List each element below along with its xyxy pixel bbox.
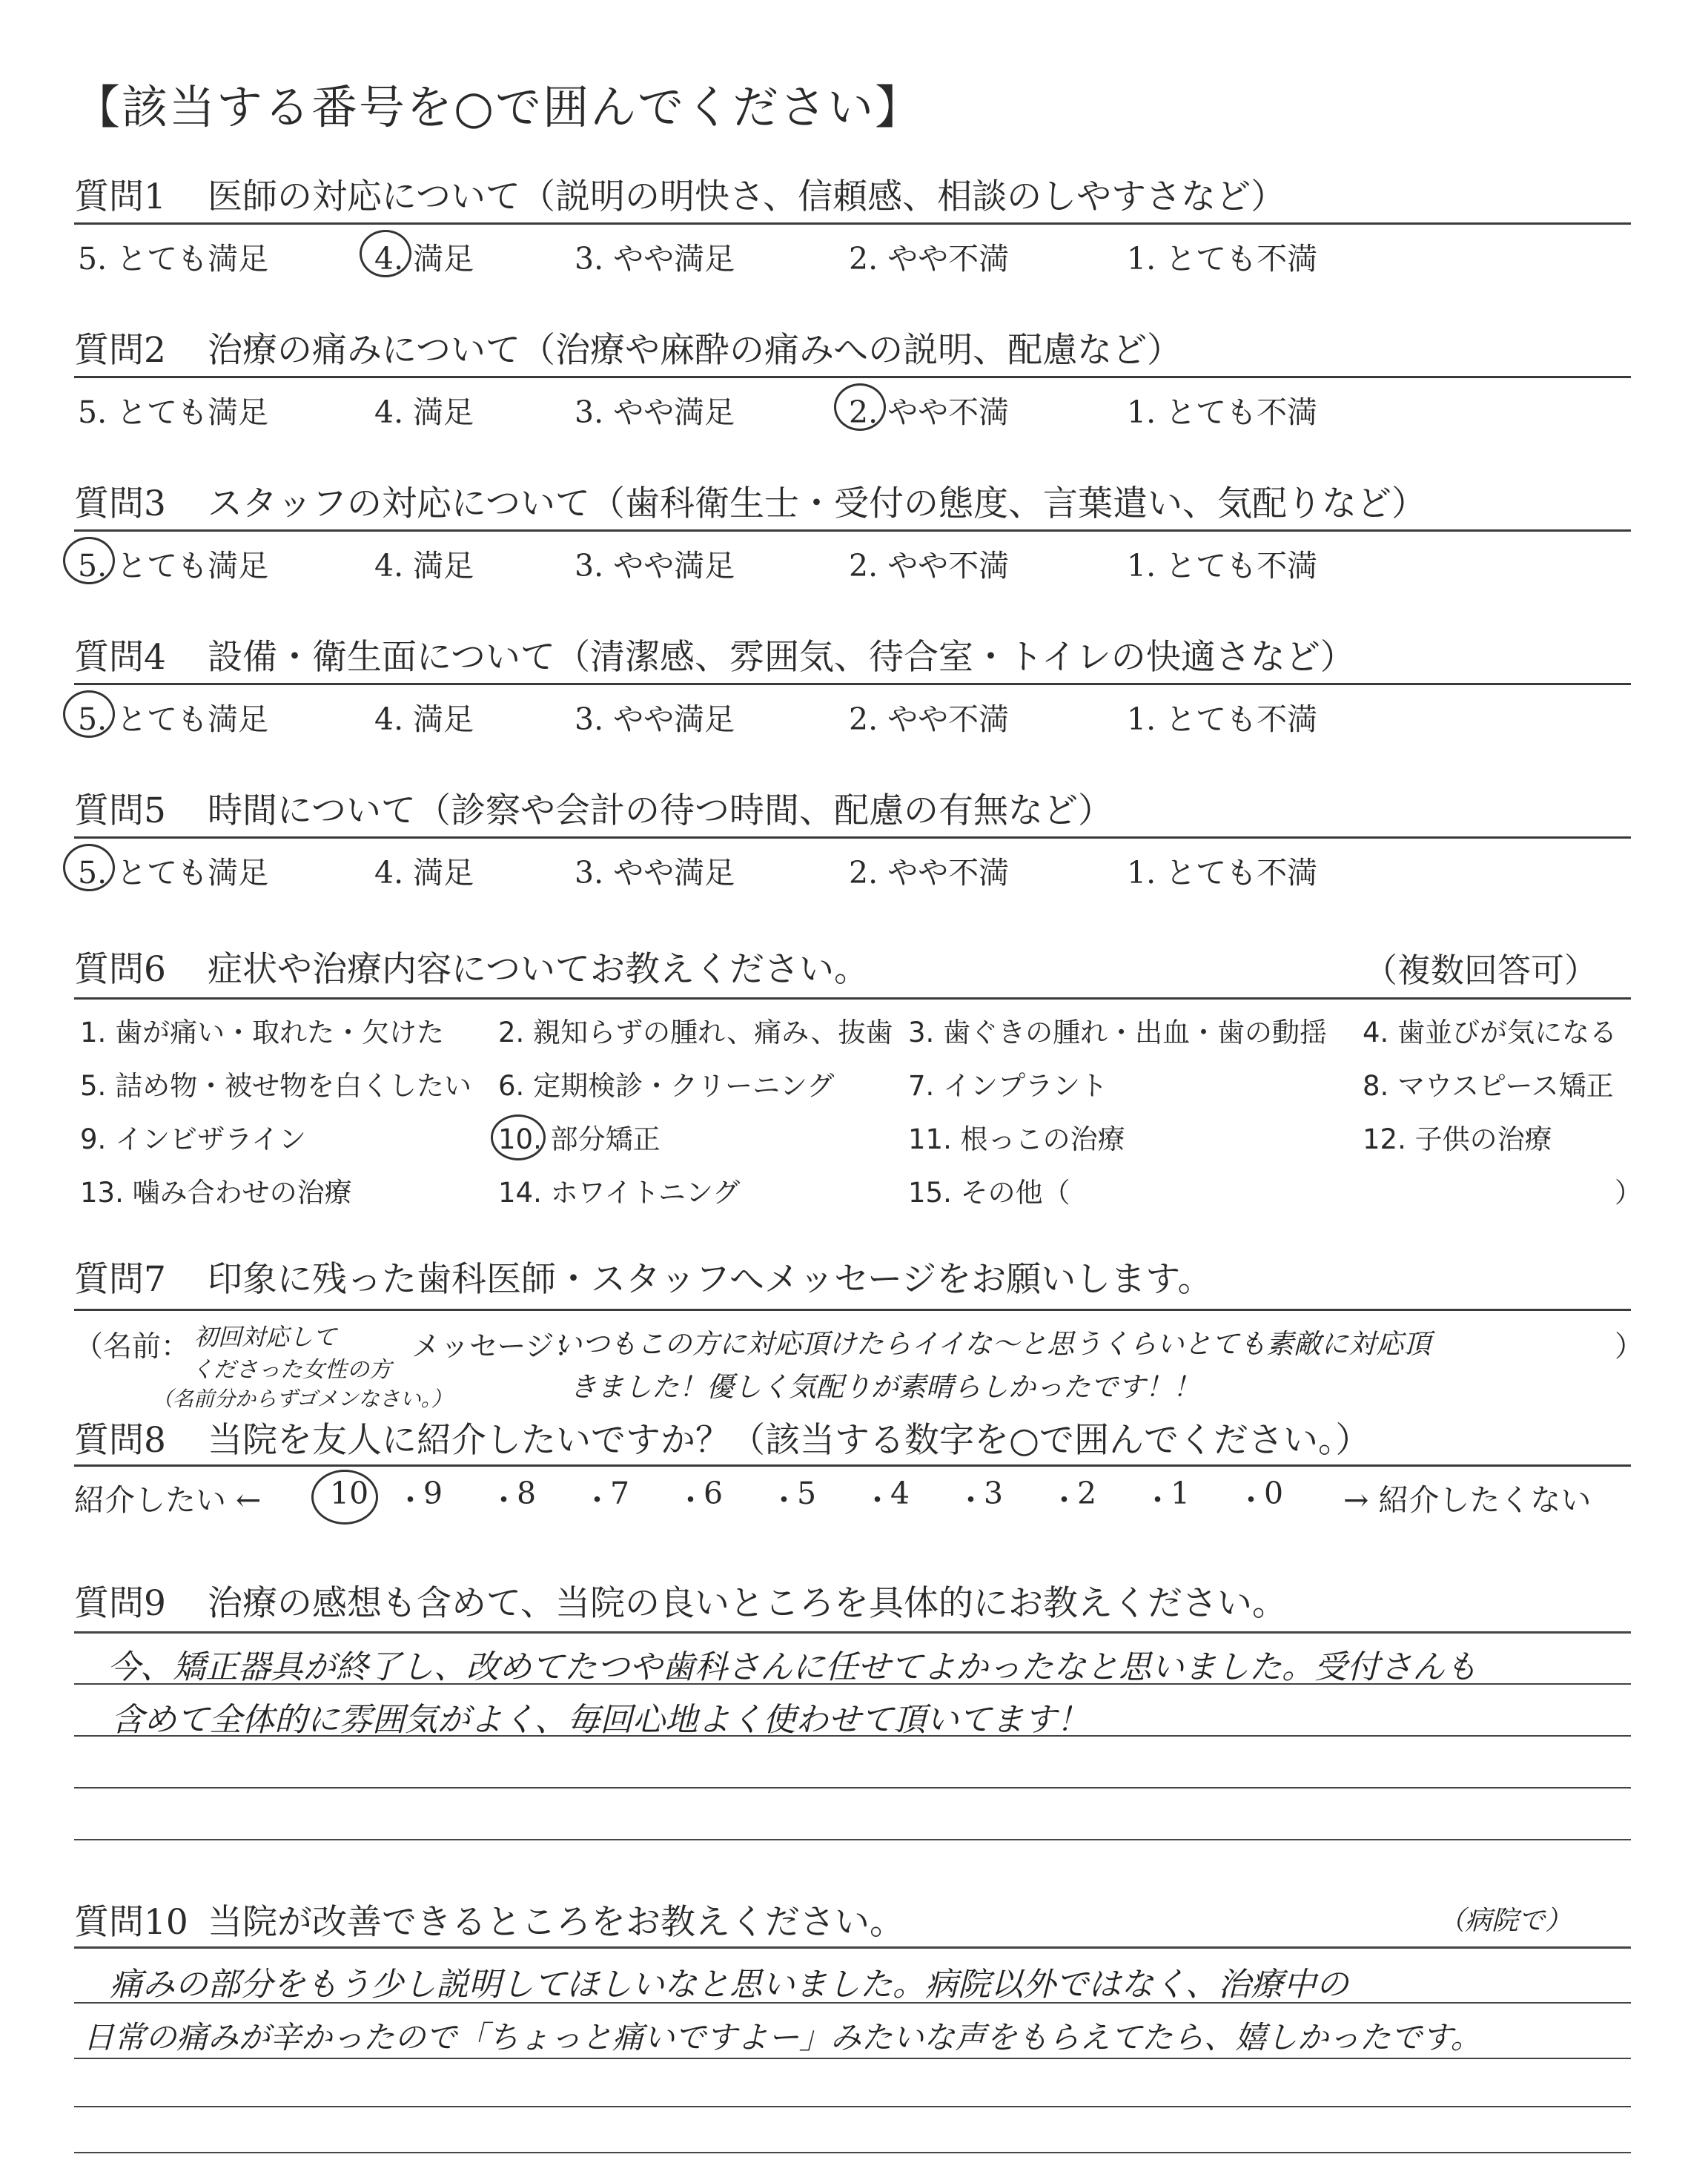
q1-text: 医師の対応について（説明の明快さ、信頼感、相談のしやすさなど）	[208, 176, 1286, 217]
q2-option-1[interactable]: 1. とても不満	[1127, 394, 1318, 430]
q8-separator: ・	[582, 1482, 612, 1518]
q1-option-1[interactable]: 1. とても不満	[1127, 241, 1318, 277]
q9-answer-line1: 今、矯正器具が終了し、改めてたつや歯科さんに任せてよかったなと思いました。受付さんも	[107, 1648, 1477, 1686]
q9-rule	[74, 1631, 1631, 1634]
q9-writing-line	[74, 1839, 1631, 1840]
q8-selection-circle	[311, 1470, 378, 1525]
q3-label: 質問3	[74, 483, 166, 524]
q8-label: 質問8	[74, 1420, 166, 1461]
q8-separator: ・	[956, 1482, 986, 1518]
q2-heading	[74, 323, 1182, 372]
q4-selection-circle	[63, 690, 115, 738]
q8-number-3[interactable]: 3	[984, 1476, 1004, 1511]
q6-option-13[interactable]: 13. 噛み合わせの治療	[80, 1177, 352, 1209]
q9-heading	[74, 1576, 1287, 1625]
q3-option-5[interactable]: 5. とても満足	[78, 548, 269, 584]
q10-rule	[74, 1946, 1631, 1949]
q8-separator: ・	[1049, 1482, 1079, 1518]
q10-heading	[74, 1895, 904, 1944]
q5-option-2[interactable]: 2. やや不満	[849, 855, 1010, 891]
q8-right-label: → 紹介したくない	[1343, 1482, 1592, 1518]
q8-separator: ・	[769, 1482, 799, 1518]
q4-option-5[interactable]: 5. とても満足	[78, 701, 269, 737]
q6-option-6[interactable]: 6. 定期検診・クリーニング	[498, 1070, 835, 1102]
q2-rule	[74, 376, 1631, 378]
q8-number-8[interactable]: 8	[517, 1476, 537, 1511]
q8-number-4[interactable]: 4	[890, 1476, 910, 1511]
q4-heading	[74, 630, 1355, 679]
q4-text: 設備・衛生面について（清潔感、雰囲気、待合室・トイレの快適さなど）	[208, 637, 1355, 678]
q2-selection-circle	[834, 383, 886, 431]
q1-selection-circle	[360, 230, 411, 277]
q6-option-14[interactable]: 14. ホワイトニング	[498, 1177, 741, 1209]
q9-label: 質問9	[74, 1583, 166, 1624]
q8-number-10[interactable]: 10	[330, 1476, 369, 1511]
q6-heading	[74, 942, 869, 991]
q2-option-2[interactable]: 2. やや不満	[849, 394, 1010, 430]
q9-answer-line2: 含めて全体的に雰囲気がよく、毎回心地よく使わせて頂いてます！	[111, 1701, 1090, 1739]
q5-heading	[74, 783, 1113, 833]
q7-message-line1: いつもこの方に対応頂けたらイイな～と思うくらいとても素敵に対応頂	[555, 1328, 1431, 1360]
q5-option-3[interactable]: 3. やや満足	[575, 855, 735, 891]
q9-writing-line	[74, 1683, 1631, 1685]
q2-label: 質問2	[74, 330, 166, 371]
q1-heading	[74, 169, 1285, 219]
q6-option-11[interactable]: 11. 根っこの治療	[908, 1123, 1125, 1155]
q6-text: 症状や治療内容についてお教えください。	[208, 949, 870, 990]
q7-label: 質問7	[74, 1259, 166, 1300]
q8-text: 当院を友人に紹介したいですか？（該当する数字を○で囲んでください。）	[208, 1420, 1371, 1461]
q5-selection-circle	[63, 844, 115, 891]
q8-number-1[interactable]: 1	[1171, 1476, 1191, 1511]
q1-option-4[interactable]: 4. 満足	[374, 241, 474, 277]
q8-number-6[interactable]: 6	[704, 1476, 724, 1511]
q8-separator: ・	[862, 1482, 893, 1518]
q8-number-9[interactable]: 9	[423, 1476, 443, 1511]
q3-selection-circle	[63, 537, 115, 584]
q1-label: 質問1	[74, 176, 166, 217]
q3-option-3[interactable]: 3. やや満足	[575, 548, 735, 584]
q3-option-2[interactable]: 2. やや不満	[849, 548, 1010, 584]
q8-separator: ・	[675, 1482, 706, 1518]
q3-option-4[interactable]: 4. 満足	[374, 548, 474, 584]
q8-rule	[74, 1464, 1631, 1467]
q1-option-3[interactable]: 3. やや満足	[575, 241, 735, 277]
q6-option-8[interactable]: 8. マウスピース矯正	[1363, 1070, 1614, 1102]
q4-label: 質問4	[74, 637, 166, 678]
q3-rule	[74, 529, 1631, 532]
q7-name-label: （名前：	[74, 1330, 191, 1364]
q9-writing-line	[74, 1735, 1631, 1737]
q8-number-0[interactable]: 0	[1264, 1476, 1284, 1511]
q7-message-line2: きました！優しく気配りが素晴らしかったです！！	[569, 1371, 1200, 1403]
q6-selection-circle	[491, 1114, 546, 1160]
q7-heading	[74, 1252, 1212, 1301]
q2-option-3[interactable]: 3. やや満足	[575, 394, 735, 430]
q6-option-1[interactable]: 1. 歯が痛い・取れた・欠けた	[80, 1017, 445, 1048]
q2-text: 治療の痛みについて（治療や麻酔の痛みへの説明、配慮など）	[208, 330, 1182, 371]
q10-writing-line	[74, 2106, 1631, 2107]
q5-option-4[interactable]: 4. 満足	[374, 855, 474, 891]
q8-separator: ・	[1236, 1482, 1266, 1518]
q9-text: 治療の感想も含めて、当院の良いところを具体的にお教えください。	[208, 1583, 1288, 1624]
q4-option-1[interactable]: 1. とても不満	[1127, 701, 1318, 737]
q6-option-12[interactable]: 12. 子供の治療	[1363, 1123, 1552, 1155]
q10-note: （病院で）	[1438, 1906, 1572, 1936]
q1-rule	[74, 222, 1631, 225]
q6-option-5[interactable]: 5. 詰め物・被せ物を白くしたい	[80, 1070, 472, 1102]
page-title: 【該当する番号を○で囲んでください】	[74, 80, 923, 134]
q5-text: 時間について（診察や会計の待つ時間、配慮の有無など）	[208, 790, 1113, 831]
q2-option-5[interactable]: 5. とても満足	[78, 394, 269, 430]
q10-writing-line	[74, 2002, 1631, 2004]
q4-rule	[74, 683, 1631, 685]
q5-option-5[interactable]: 5. とても満足	[78, 855, 269, 891]
q10-writing-line	[74, 2152, 1631, 2153]
q7-rule	[74, 1309, 1631, 1311]
q8-separator: ・	[1142, 1482, 1173, 1518]
q1-option-2[interactable]: 2. やや不満	[849, 241, 1010, 277]
q1-option-5[interactable]: 5. とても満足	[78, 241, 269, 277]
q5-label: 質問5	[74, 790, 166, 831]
q4-option-4[interactable]: 4. 満足	[374, 701, 474, 737]
q8-left-label: 紹介したい ←	[74, 1482, 262, 1518]
q8-number-7[interactable]: 7	[610, 1476, 630, 1511]
q6-option-15[interactable]: 15. その他（	[908, 1177, 1070, 1209]
q4-option-2[interactable]: 2. やや不満	[849, 701, 1010, 737]
q10-answer-line2: 日常の痛みが辛かったので「ちょっと痛いですよー」みたいな声をもらえてたら、嬉しかったです。	[83, 2019, 1482, 2055]
q9-writing-line	[74, 1787, 1631, 1789]
q10-label: 質問10	[74, 1902, 188, 1943]
q6-option-9[interactable]: 9. インビザライン	[80, 1123, 306, 1155]
q3-text: スタッフの対応について（歯科衛生士・受付の態度、言葉遣い、気配りなど）	[208, 483, 1427, 524]
q7-name-line2: くださった女性の方	[191, 1357, 391, 1383]
q10-answer-line1: 痛みの部分をもう少し説明してほしいなと思いました。病院以外ではなく、治療中の	[110, 1966, 1349, 2004]
q8-number-2[interactable]: 2	[1077, 1476, 1097, 1511]
q10-text: 当院が改善できるところをお教えください。	[208, 1902, 904, 1943]
q7-text: 印象に残った歯科医師・スタッフへメッセージをお願いします。	[208, 1259, 1213, 1300]
q7-name-line3: （名前分からずゴメンなさい。）	[152, 1387, 452, 1411]
q8-heading	[74, 1413, 1371, 1462]
q6-option-3[interactable]: 3. 歯ぐきの腫れ・出血・歯の動揺	[908, 1017, 1328, 1048]
q6-option-4[interactable]: 4. 歯並びが気になる	[1363, 1017, 1618, 1048]
q3-option-1[interactable]: 1. とても不満	[1127, 548, 1318, 584]
q10-writing-line	[74, 2058, 1631, 2059]
q6-option-10[interactable]: 10. 部分矯正	[498, 1123, 661, 1155]
q7-close: ）	[1615, 1330, 1644, 1364]
q6-note: （複数回答可）	[1364, 951, 1598, 990]
q5-option-1[interactable]: 1. とても不満	[1127, 855, 1318, 891]
q8-separator: ・	[395, 1482, 426, 1518]
q7-name-line1: 初回対応して	[194, 1323, 337, 1351]
q7-message-label: メッセージ：	[411, 1330, 583, 1364]
q6-option-7[interactable]: 7. インプラント	[908, 1070, 1108, 1102]
q3-heading	[74, 476, 1426, 526]
q8-number-5[interactable]: 5	[797, 1476, 817, 1511]
q6-option-2[interactable]: 2. 親知らずの腫れ、痛み、抜歯	[498, 1017, 893, 1048]
q8-separator: ・	[489, 1482, 519, 1518]
q5-rule	[74, 836, 1631, 839]
q4-option-3[interactable]: 3. やや満足	[575, 701, 735, 737]
q6-label: 質問6	[74, 949, 166, 990]
q2-option-4[interactable]: 4. 満足	[374, 394, 474, 430]
q6-other-close: ）	[1615, 1177, 1642, 1209]
q6-rule	[74, 997, 1631, 1000]
